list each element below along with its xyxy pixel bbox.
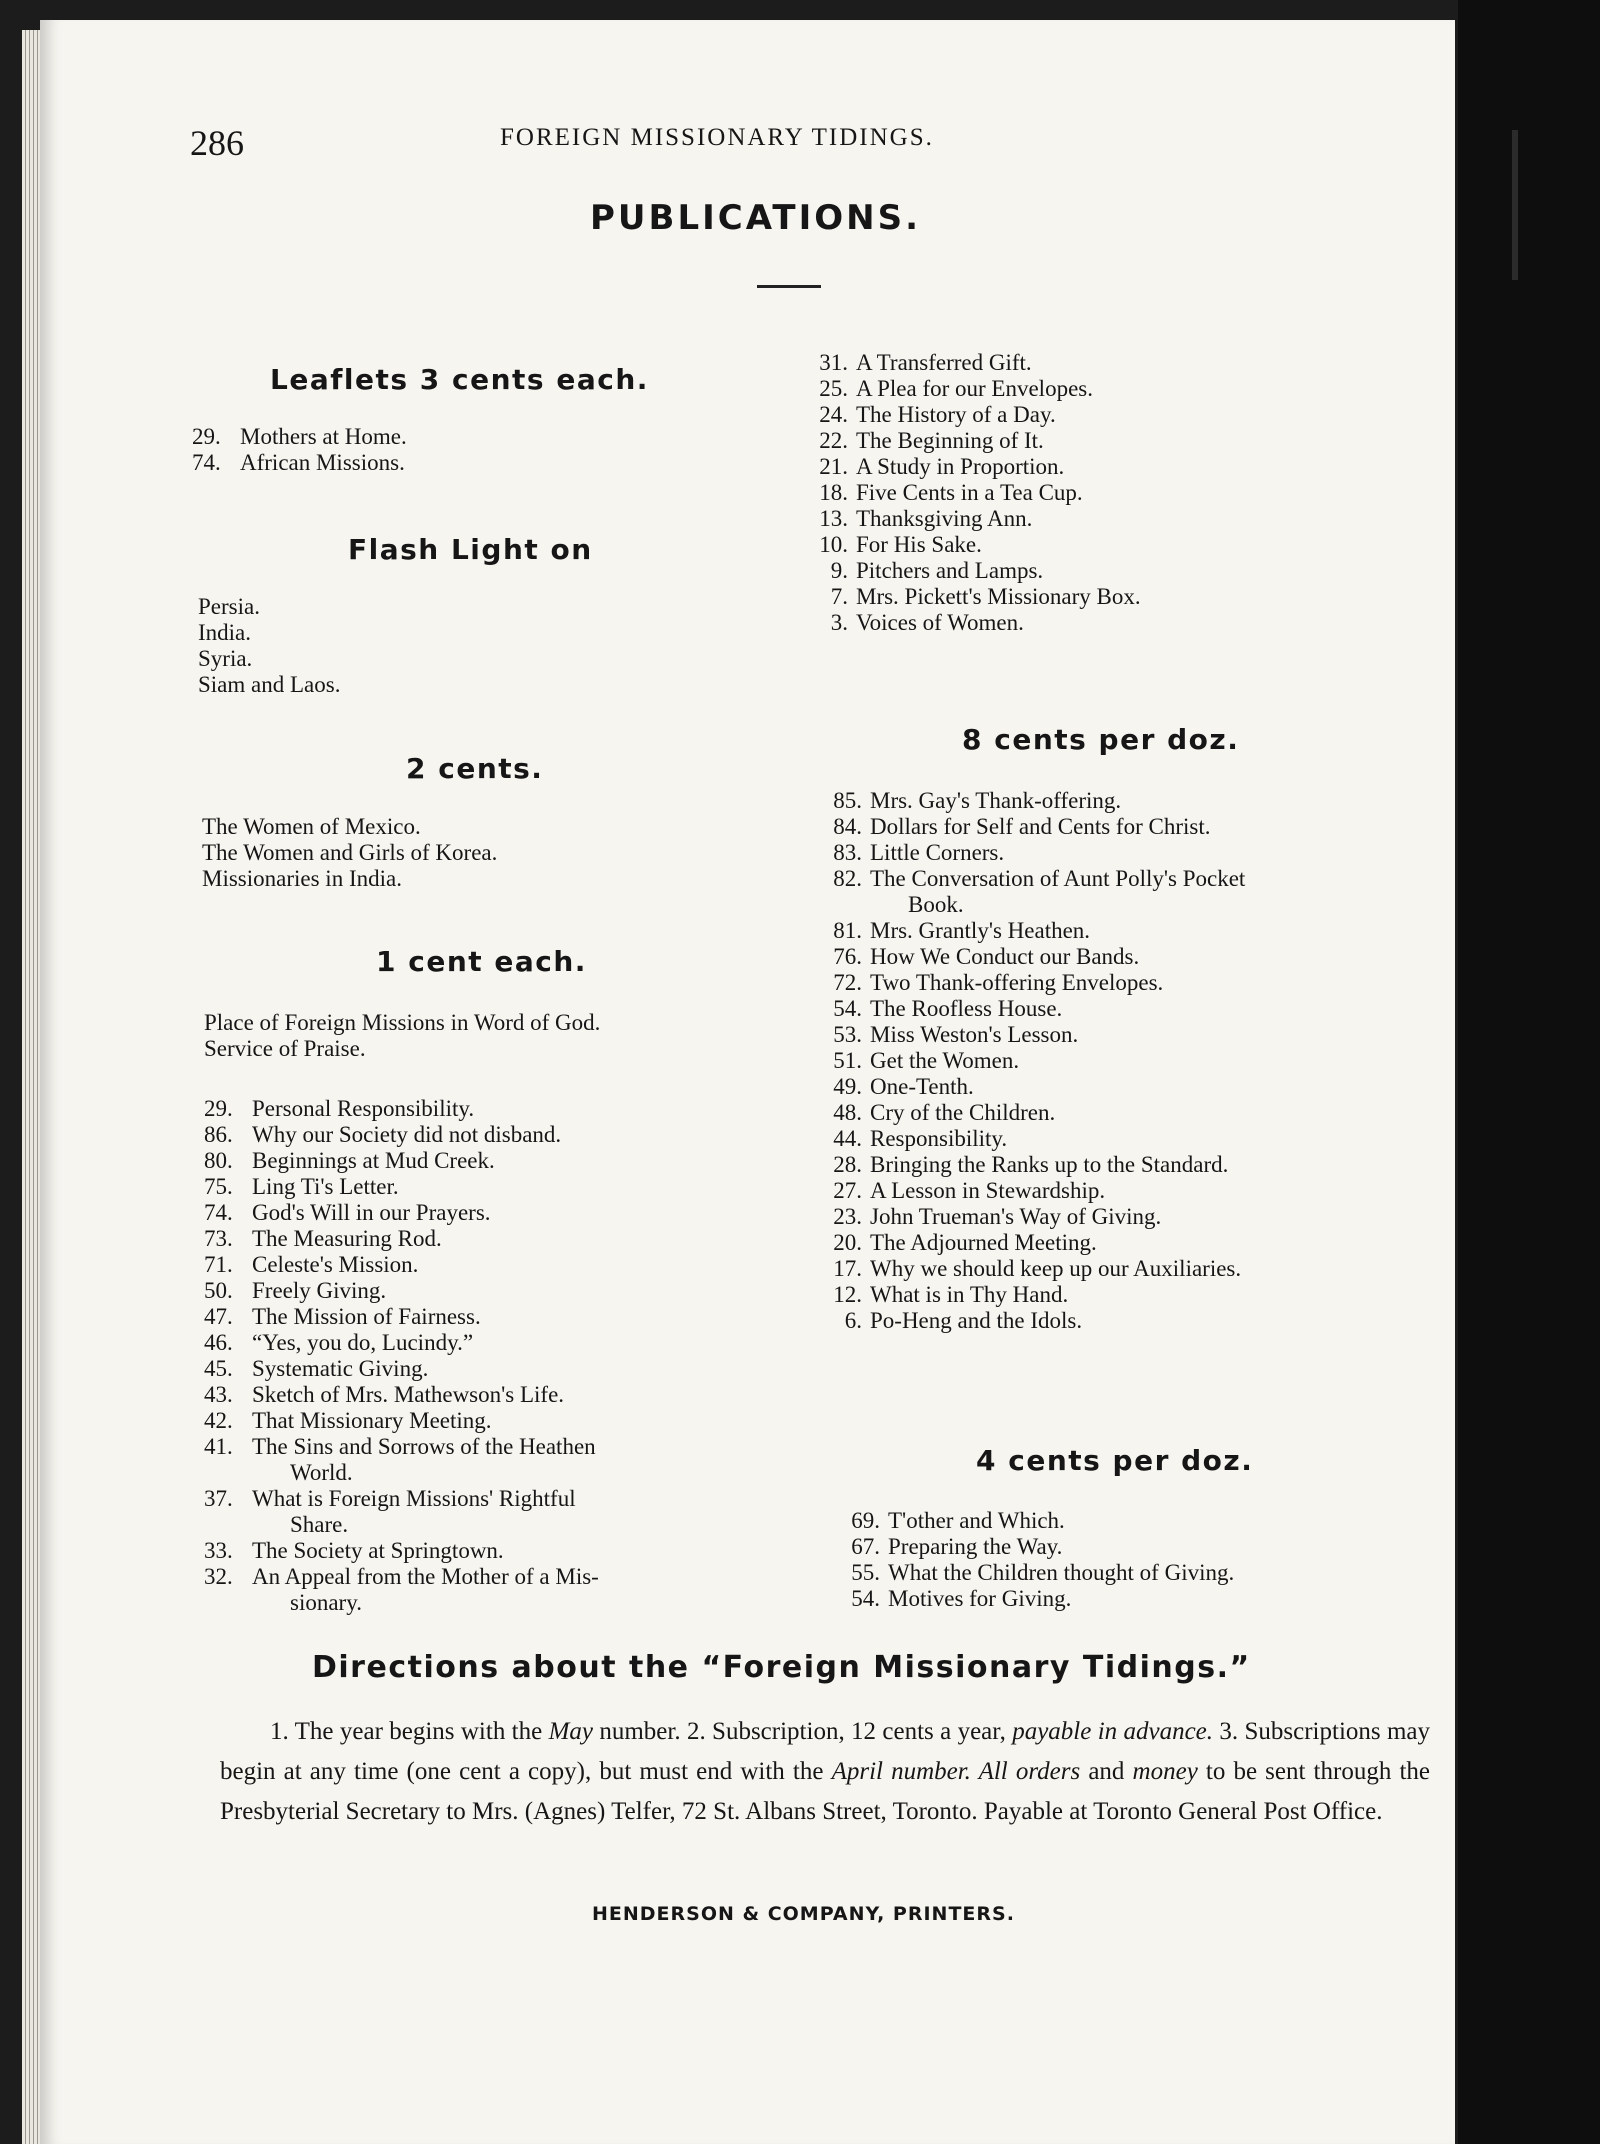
directions-text-4: and: [1080, 1758, 1133, 1785]
item-number: 28.: [833, 1152, 862, 1177]
publication-item: [204, 1278, 599, 1304]
eight-cents-heading: 8 cents per doz.: [962, 723, 1240, 756]
publication-item: [822, 1204, 1245, 1230]
publication-item: [204, 1200, 599, 1226]
item-number: 33.: [204, 1538, 233, 1563]
item-title: Po-Heng and the Idols.: [870, 1308, 1083, 1333]
item-number: 80.: [204, 1148, 233, 1173]
publication-item: [822, 918, 1245, 944]
item-title: Why our Society did not disband.: [252, 1122, 562, 1147]
publication-item: [808, 584, 1141, 610]
item-number: 32.: [204, 1564, 233, 1589]
item-number: 21.: [819, 454, 848, 479]
publication-item: [204, 1122, 599, 1148]
publication-item: [204, 1148, 599, 1174]
item-number: 74.: [204, 1200, 233, 1225]
item-title: The Adjourned Meeting.: [870, 1230, 1097, 1255]
directions-italic-3: April number. All orders: [831, 1758, 1081, 1785]
item-number: 50.: [204, 1278, 233, 1303]
directions-heading: Directions about the “Foreign Missionary Tidings.”: [312, 1650, 1251, 1685]
publication-item: [808, 376, 1141, 402]
item-number: 29.: [192, 424, 221, 449]
publication-item: [822, 1074, 1245, 1100]
running-head: [190, 122, 1390, 172]
item-title: Personal Responsibility.: [252, 1096, 475, 1121]
publication-item: [204, 1434, 599, 1460]
item-number: 29.: [204, 1096, 233, 1121]
item-title: Ling Ti's Letter.: [252, 1174, 399, 1199]
publication-item: [822, 788, 1245, 814]
item-title: A Study in Proportion.: [856, 454, 1065, 479]
item-title: For His Sake.: [856, 532, 982, 557]
two-cents-heading: 2 cents.: [406, 752, 544, 785]
item-title: The History of a Day.: [856, 402, 1056, 427]
item-title: The Conversation of Aunt Polly's Pocket: [870, 866, 1246, 891]
publication-item: [192, 450, 407, 476]
item-title: T'other and Which.: [888, 1508, 1065, 1533]
publication-item: [822, 944, 1245, 970]
item-number: 12.: [833, 1282, 862, 1307]
leaflets-list: [192, 424, 407, 476]
item-title: That Missionary Meeting.: [252, 1408, 492, 1433]
item-number: 54.: [833, 996, 862, 1021]
item-title: Sketch of Mrs. Mathewson's Life.: [252, 1382, 565, 1407]
printer-imprint: HENDERSON & COMPANY, PRINTERS.: [592, 1903, 1015, 1925]
publication-item: [840, 1534, 1234, 1560]
item-number: 67.: [851, 1534, 880, 1559]
item-number: 42.: [204, 1408, 233, 1433]
publication-item: [204, 1174, 599, 1200]
item-title: The Sins and Sorrows of the Heathen: [252, 1434, 596, 1459]
publication-item: [808, 610, 1141, 636]
publication-item: Place of Foreign Missions in Word of God.: [204, 1010, 601, 1035]
item-number: 6.: [844, 1308, 862, 1333]
item-title: Mothers at Home.: [240, 424, 407, 449]
publication-item: [204, 1382, 599, 1408]
item-title: “Yes, you do, Lucindy.”: [252, 1330, 474, 1355]
item-number: 47.: [204, 1304, 233, 1329]
item-title-continued: Book.: [908, 892, 964, 917]
item-number: 72.: [833, 970, 862, 995]
item-number: 13.: [819, 506, 848, 531]
publication-item: [822, 866, 1245, 892]
item-title: The Roofless House.: [870, 996, 1063, 1021]
four-cents-list: [840, 1508, 1234, 1612]
publication-item: [808, 480, 1141, 506]
item-number: 84.: [833, 814, 862, 839]
publication-item: [192, 424, 407, 450]
item-title: God's Will in our Prayers.: [252, 1200, 491, 1225]
publication-item: The Women and Girls of Korea.: [202, 840, 498, 865]
item-title: Pitchers and Lamps.: [856, 558, 1044, 583]
publication-item: [822, 1230, 1245, 1256]
item-title: Mrs. Pickett's Missionary Box.: [856, 584, 1141, 609]
publication-item: Missionaries in India.: [202, 866, 402, 891]
publication-item: [822, 996, 1245, 1022]
publication-item: [808, 558, 1141, 584]
one-cent-heading: 1 cent each.: [376, 945, 587, 978]
three-cent-list-continued: [808, 350, 1141, 636]
flash-light-list: [198, 594, 340, 698]
publication-item: [808, 532, 1141, 558]
publication-item: Service of Praise.: [204, 1036, 366, 1061]
item-number: 31.: [819, 350, 848, 375]
item-title: Little Corners.: [870, 840, 1005, 865]
item-title: African Missions.: [240, 450, 405, 475]
publication-item: [204, 1408, 599, 1434]
item-number: 76.: [833, 944, 862, 969]
publication-item: [822, 1022, 1245, 1048]
item-title: The Beginning of It.: [856, 428, 1044, 453]
item-title: A Plea for our Envelopes.: [856, 376, 1093, 401]
item-title: A Lesson in Stewardship.: [870, 1178, 1106, 1203]
item-title: Preparing the Way.: [888, 1534, 1063, 1559]
binding-edge: [1512, 130, 1518, 280]
page-title: PUBLICATIONS.: [590, 198, 921, 238]
item-number: 46.: [204, 1330, 233, 1355]
item-number: 83.: [833, 840, 862, 865]
item-number: 73.: [204, 1226, 233, 1251]
item-number: 3.: [830, 610, 848, 635]
publication-item: [822, 970, 1245, 996]
publication-item: [822, 1100, 1245, 1126]
directions-text-2: number. 2. Subscription, 12 cents a year,: [593, 1718, 1013, 1745]
item-number: 27.: [833, 1178, 862, 1203]
page-number: 286: [190, 123, 244, 163]
item-number: 25.: [819, 376, 848, 401]
item-title: Why we should keep up our Auxiliaries.: [870, 1256, 1242, 1281]
item-number: 71.: [204, 1252, 233, 1277]
item-number: 10.: [819, 532, 848, 557]
item-title: Five Cents in a Tea Cup.: [856, 480, 1083, 505]
item-number: 82.: [833, 866, 862, 891]
item-title: A Transferred Gift.: [856, 350, 1032, 375]
item-number: 22.: [819, 428, 848, 453]
item-title-continued: sionary.: [290, 1590, 362, 1615]
item-title: Two Thank-offering Envelopes.: [870, 970, 1164, 995]
item-number: 48.: [833, 1100, 862, 1125]
item-number: 69.: [851, 1508, 880, 1533]
item-number: 43.: [204, 1382, 233, 1407]
item-number: 85.: [833, 788, 862, 813]
directions-italic-4: money: [1132, 1758, 1198, 1785]
item-number: 81.: [833, 918, 862, 943]
publication-item: [808, 506, 1141, 532]
publication-item: Syria.: [198, 646, 253, 671]
publication-item: [204, 1096, 599, 1122]
item-number: 20.: [833, 1230, 862, 1255]
item-title: Voices of Women.: [856, 610, 1024, 635]
item-title: What the Children thought of Giving.: [888, 1560, 1235, 1585]
publication-item: [822, 1178, 1245, 1204]
item-number: 53.: [833, 1022, 862, 1047]
eight-cents-list: [822, 788, 1245, 1334]
item-title: How We Conduct our Bands.: [870, 944, 1140, 969]
title-rule: [757, 285, 821, 288]
publication-item: [204, 1330, 599, 1356]
item-number: 45.: [204, 1356, 233, 1381]
item-title: The Measuring Rod.: [252, 1226, 442, 1251]
item-number: 9.: [830, 558, 848, 583]
directions-text-5: to be sent through the Presbyterial Secretary to Mrs. (Agnes) Telfer, 72 St. Albans Street, Toronto. Payable at Toronto General Post Office.: [220, 1758, 1430, 1825]
item-title: Dollars for Self and Cents for Christ.: [870, 814, 1211, 839]
item-number: 55.: [851, 1560, 880, 1585]
item-title-continued: World.: [290, 1460, 353, 1485]
item-title: What is in Thy Hand.: [870, 1282, 1069, 1307]
item-title: Motives for Giving.: [888, 1586, 1072, 1611]
item-title: Thanksgiving Ann.: [856, 506, 1033, 531]
item-number: 74.: [192, 450, 221, 475]
directions-text-1: 1. The year begins with the: [270, 1718, 549, 1745]
directions-italic-2: payable in advance.: [1012, 1718, 1214, 1745]
publication-item: [822, 840, 1245, 866]
directions-text-3: 3. Subscriptions may begin at any time (one cent a copy), but must end with the: [220, 1718, 1431, 1785]
item-title: The Society at Springtown.: [252, 1538, 504, 1563]
publication-item: [808, 402, 1141, 428]
publication-item: [822, 1256, 1245, 1282]
item-title: The Mission of Fairness.: [252, 1304, 481, 1329]
publication-item: [204, 1252, 599, 1278]
publication-item: India.: [198, 620, 252, 645]
publication-item: [822, 1308, 1245, 1334]
publication-item: [808, 454, 1141, 480]
item-title: Systematic Giving.: [252, 1356, 429, 1381]
two-cents-list: [202, 814, 497, 892]
publication-item: [204, 1538, 599, 1564]
item-title: Celeste's Mission.: [252, 1252, 419, 1277]
publication-item: [840, 1560, 1234, 1586]
item-title: Freely Giving.: [252, 1278, 387, 1303]
publication-item: [840, 1586, 1234, 1612]
publication-item: [808, 428, 1141, 454]
item-title: Bringing the Ranks up to the Standard.: [870, 1152, 1229, 1177]
item-number: 7.: [830, 584, 848, 609]
item-title: An Appeal from the Mother of a Mis-: [252, 1564, 599, 1589]
publication-item: [204, 1356, 599, 1382]
journal-title: FOREIGN MISSIONARY TIDINGS.: [500, 124, 934, 151]
publication-item: [808, 350, 1141, 376]
item-number: 44.: [833, 1126, 862, 1151]
item-number: 18.: [819, 480, 848, 505]
item-number: 51.: [833, 1048, 862, 1073]
one-cent-list: [204, 1096, 599, 1616]
publication-item: [840, 1508, 1234, 1534]
publication-item: [204, 1564, 599, 1590]
one-cent-intro: [204, 1010, 600, 1062]
publication-item: [822, 814, 1245, 840]
publication-item: [822, 1152, 1245, 1178]
publication-item: [204, 1226, 599, 1252]
directions-body: [220, 1712, 1430, 1832]
publication-item: Siam and Laos.: [198, 672, 341, 697]
item-title-continued: Share.: [290, 1512, 349, 1537]
item-title: Beginnings at Mud Creek.: [252, 1148, 495, 1173]
item-number: 75.: [204, 1174, 233, 1199]
item-number: 37.: [204, 1486, 233, 1511]
leaflets-heading: Leaflets 3 cents each.: [270, 363, 649, 396]
item-title: Mrs. Grantly's Heathen.: [870, 918, 1091, 943]
item-title: Mrs. Gay's Thank-offering.: [870, 788, 1122, 813]
publication-item: The Women of Mexico.: [202, 814, 421, 839]
four-cents-heading: 4 cents per doz.: [976, 1444, 1254, 1477]
publication-item: [822, 1048, 1245, 1074]
item-title: Cry of the Children.: [870, 1100, 1056, 1125]
item-title: Responsibility.: [870, 1126, 1008, 1151]
item-title: Miss Weston's Lesson.: [870, 1022, 1079, 1047]
item-number: 24.: [819, 402, 848, 427]
item-number: 23.: [833, 1204, 862, 1229]
item-title: Get the Women.: [870, 1048, 1020, 1073]
item-title: John Trueman's Way of Giving.: [870, 1204, 1162, 1229]
item-title: What is Foreign Missions' Rightful: [252, 1486, 576, 1511]
publication-item: [822, 1282, 1245, 1308]
directions-italic-1: May: [548, 1718, 593, 1745]
item-number: 17.: [833, 1256, 862, 1281]
publication-item: [822, 1126, 1245, 1152]
publication-item: [204, 1304, 599, 1330]
publication-item: [204, 1486, 599, 1512]
item-title: One-Tenth.: [870, 1074, 974, 1099]
item-number: 41.: [204, 1434, 233, 1459]
binding-shadow: [1458, 0, 1600, 2144]
item-number: 49.: [833, 1074, 862, 1099]
flash-light-heading: Flash Light on: [348, 533, 593, 566]
item-number: 54.: [851, 1586, 880, 1611]
item-number: 86.: [204, 1122, 233, 1147]
publication-item: Persia.: [198, 594, 260, 619]
